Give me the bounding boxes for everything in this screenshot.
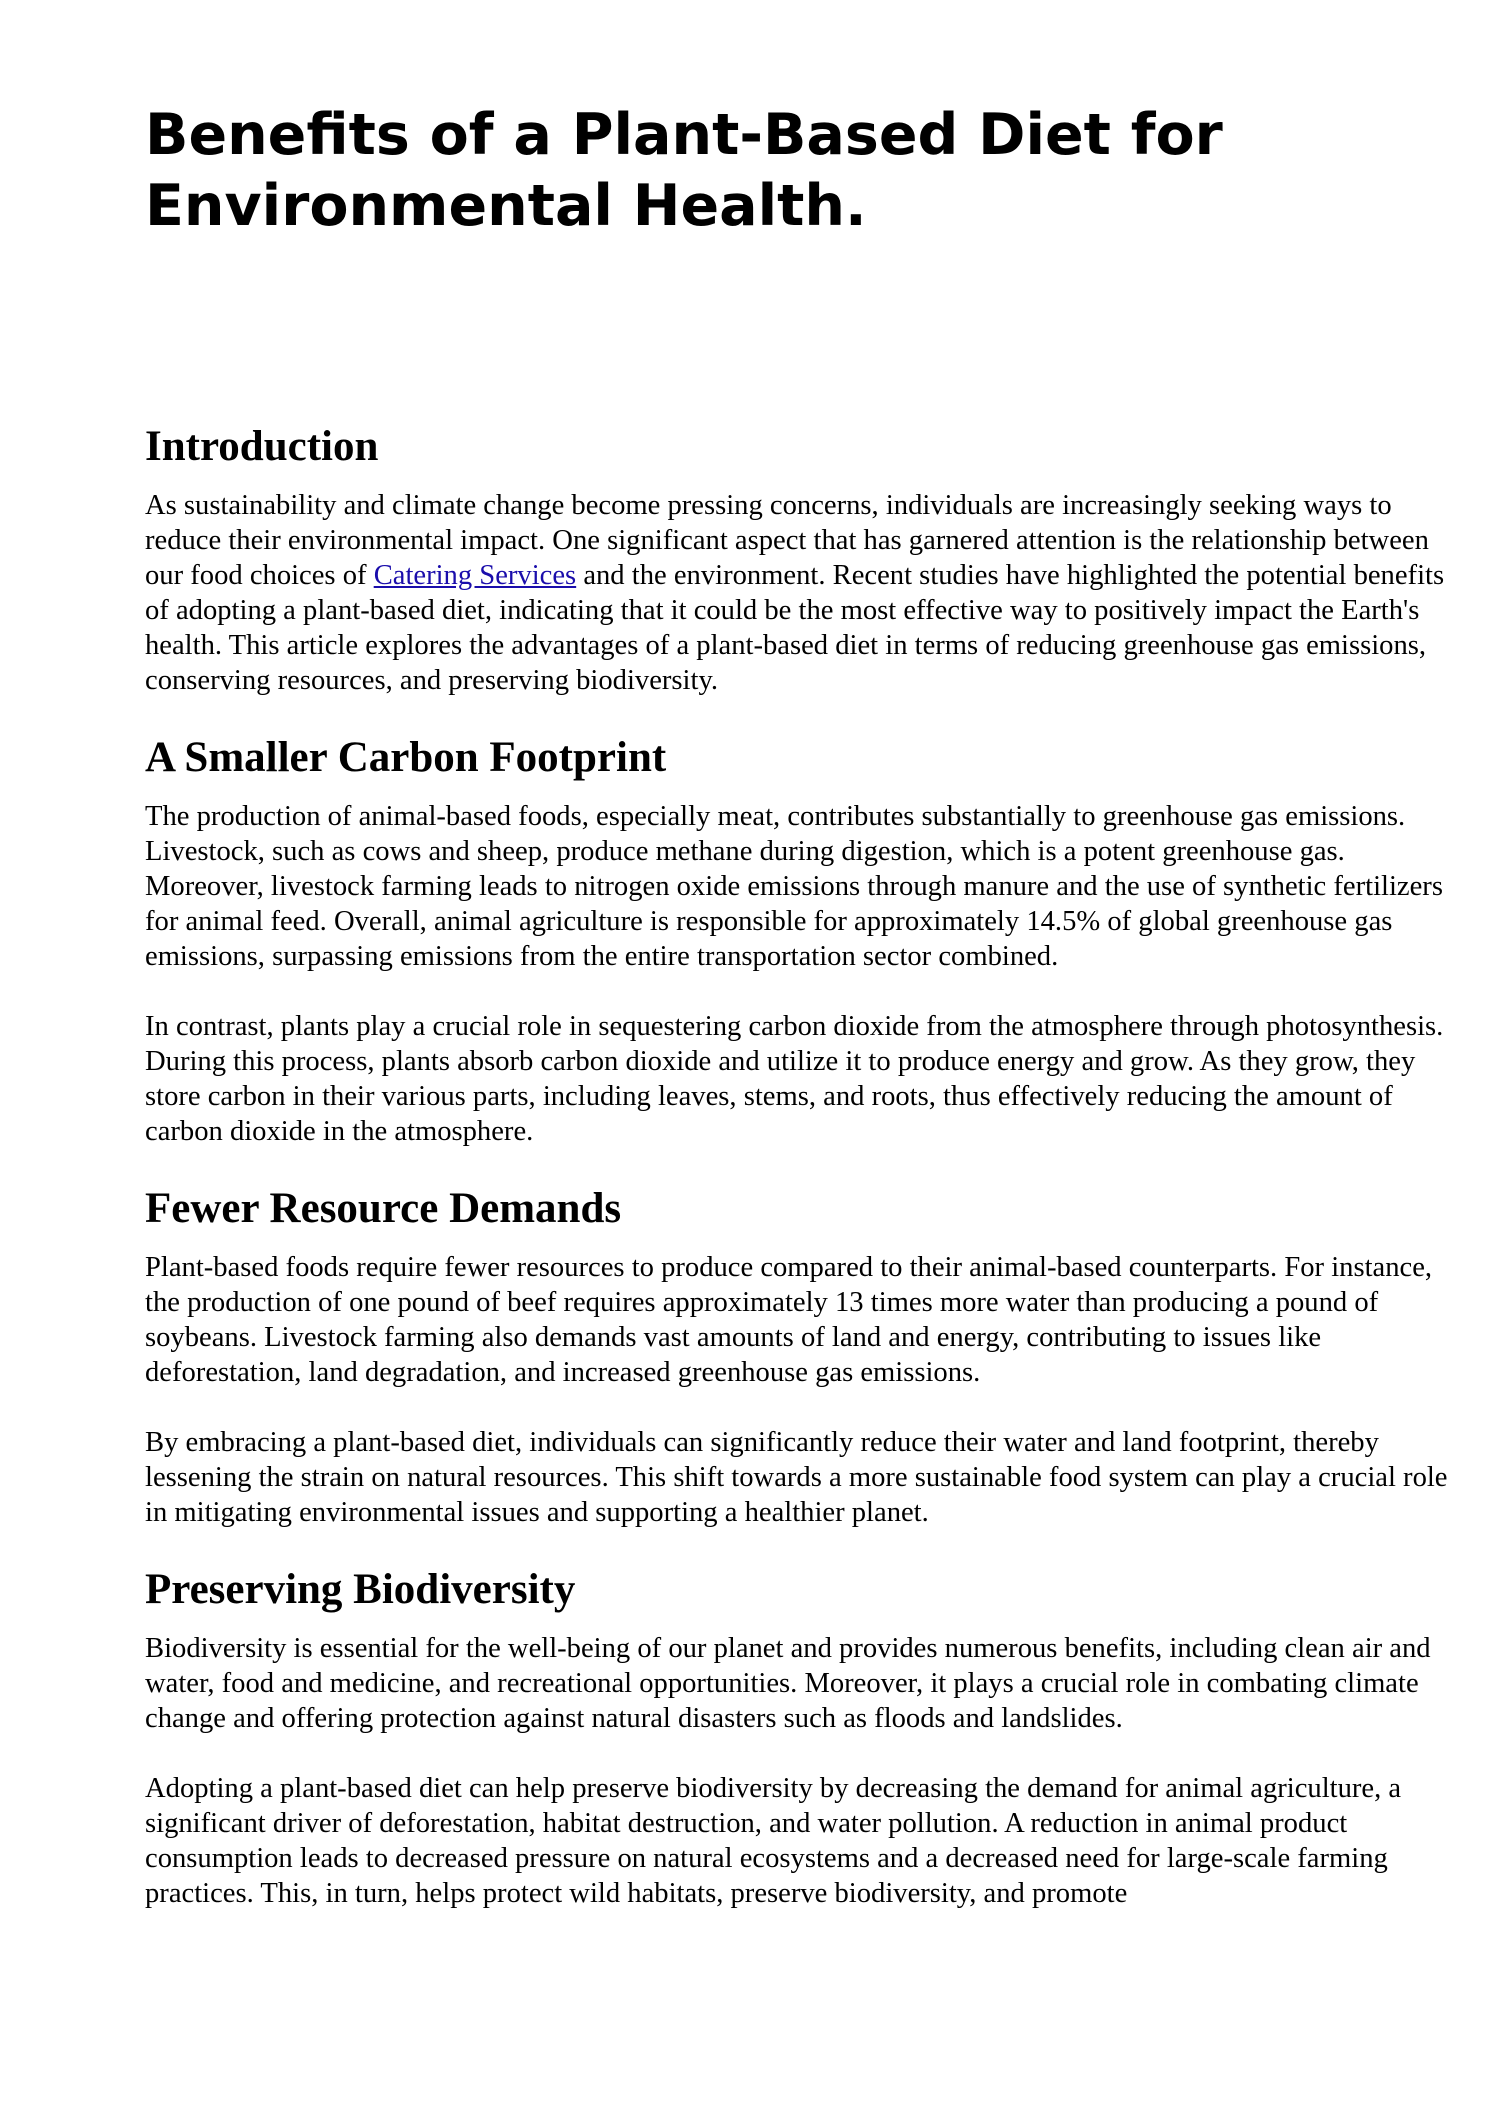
paragraph: In contrast, plants play a crucial role in sequestering carbon dioxide from the atmosphere through photosynthesis. During this process, plants absorb carbon dioxide and utilize it to produce energy and grow. As they grow, they store carbon in their various parts, including leaves, stems, and roots, thus effectively reducing the amount of carbon dioxide in the atmosphere. <box>145 1011 1444 1147</box>
article <box>145 100 1450 1946</box>
paragraph: Adopting a plant-based diet can help preserve biodiversity by decreasing the demand for animal agriculture, a significant driver of deforestation, habitat destruction, and water pollution. A reduction in animal product consumption leads to decreased pressure on natural ecosystems and a decreased need for large-scale farming practices. This, in turn, helps protect wild habitats, preserve biodiversity, and promote <box>145 1773 1402 1909</box>
section-heading-resource-demands: Fewer Resource Demands <box>145 1185 622 1232</box>
paragraph: The production of animal-based foods, especially meat, contributes substantially to greenhouse gas emissions. Livestock, such as cows and sheep, produce methane during digestion, which is a potent greenhouse gas. Moreover, livestock farming leads to nitrogen oxide emissions through manure and the use of synthetic fertilizers for animal feed. Overall, animal agriculture is responsible for approximately 14.5% of global greenhouse gas emissions, surpassing emissions from the entire transportation sector combined. <box>145 801 1443 972</box>
section-heading-introduction: Introduction <box>145 423 379 470</box>
section-heading-carbon-footprint: A Smaller Carbon Footprint <box>145 734 667 781</box>
intro-paragraph <box>145 488 1450 698</box>
paragraph: Plant-based foods require fewer resources to produce compared to their animal-based counterparts. For instance, the production of one pound of beef requires approximately 13 times more water than producing a pound of soybeans. Livestock farming also demands vast amounts of land and energy, contributing to issues like deforestation, land degradation, and increased greenhouse gas emissions. <box>145 1252 1433 1388</box>
intro-text-before: As sustainability and climate change become pressing concerns, individuals are increasingly seeking ways to reduce their environmental impact. One significant aspect that has garnered attention is the relationship between our food choices of <box>145 490 1429 591</box>
catering-services-link[interactable]: Catering Services <box>373 560 577 591</box>
paragraph: By embracing a plant-based diet, individuals can significantly reduce their water and land footprint, thereby lessening the strain on natural resources. This shift towards a more sustainable food system can play a crucial role in mitigating environmental issues and supporting a healthier planet. <box>145 1427 1448 1528</box>
page-title: Benefits of a Plant-Based Diet for Environmental Health. <box>145 102 1223 239</box>
paragraph: Biodiversity is essential for the well-being of our planet and provides numerous benefits, including clean air and water, food and medicine, and recreational opportunities. Moreover, it plays a crucial role in combating climate change and offering protection against natural disasters such as floods and landslides. <box>145 1633 1431 1734</box>
intro-text-after: and the environment. Recent studies have highlighted the potential benefits of adopting a plant-based diet, indicating that it could be the most effective way to positively impact the Earth's health. This article explores the advantages of a plant-based diet in terms of reducing greenhouse gas emissions, conserving resources, and preserving biodiversity. <box>145 560 1445 696</box>
section-heading-biodiversity: Preserving Biodiversity <box>145 1566 576 1613</box>
